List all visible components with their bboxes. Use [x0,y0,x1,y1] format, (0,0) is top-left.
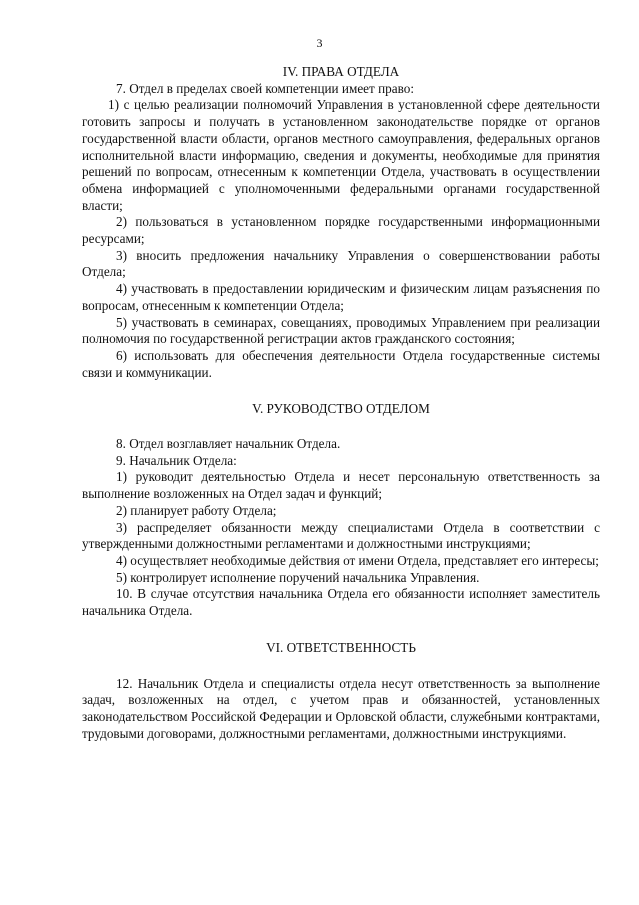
section-heading-management: V. РУКОВОДСТВО ОТДЕЛОМ [252,401,430,417]
paragraph: 3) распределяет обязанности между специалистами Отдела в соответствии с утвержденными должностными регламентами и должностными инструкциями; [82,519,600,552]
paragraph: 10. В случае отсутствия начальника Отдела его обязанности исполняет заместитель начальника Отдела. [82,586,600,619]
page-number: 3 [316,36,323,50]
section-heading-responsibility: VI. ОТВЕТСТВЕННОСТЬ [266,639,416,655]
paragraph: 3) вносить предложения начальнику Управления о совершенствовании работы Отдела; [82,247,600,280]
paragraph: 6) использовать для обеспечения деятельности Отдела государственные системы связи и коммуникации. [82,347,600,380]
paragraph: 2) пользоваться в установленном порядке государственными информационными ресурсами; [82,214,600,247]
paragraph: 1) с целью реализации полномочий Управления в установленной сфере деятельности готовить запросы и получать в установленном законодательстве порядке от органов государственной власти области, органов местного самоуправления, федеральных органов исполнительной власти информацию, сведения и документы, необходимые для принятия решений по вопросам, отнесенным к компетенции Отдела, участвовать в осуществлении обмена информацией с уполномоченными федеральными органами государственной власти; [82,97,600,213]
paragraph: 9. Начальник Отдела: [116,452,237,468]
paragraph: 2) планирует работу Отдела; [116,502,277,518]
paragraph: 1) руководит деятельностью Отдела и несет персональную ответственность за выполнение возложенных на Отдел задач и функций; [82,469,600,502]
document-body [82,60,600,742]
paragraph: 5) контролирует исполнение поручений начальника Управления. [116,569,480,585]
paragraph: 12. Начальник Отдела и специалисты отдела несут ответственность за выполнение задач, возложенных на отдел, с учетом прав и обязанностей, установленных законодательством Российской Федерации и Орловской области, служебными контрактами, трудовыми договорами, должностными регламентами, должностными инструкциями. [82,675,600,741]
paragraph: 4) участвовать в предоставлении юридическим и физическим лицам разъяснения по вопросам, отнесенным к компетенции Отдела; [82,281,600,313]
paragraph: 5) участвовать в семинарах, совещаниях, проводимых Управлением при реализации полномочия по государственной регистрации актов гражданского состояния; [82,314,600,347]
section-heading-rights: IV. ПРАВА ОТДЕЛА [282,64,400,79]
paragraph: 4) осуществляет необходимые действия от имени Отдела, представляет его интересы; [116,552,599,568]
paragraph: 7. Отдел в пределах своей компетенции имеет право: [116,80,414,96]
paragraph: 8. Отдел возглавляет начальник Отдела. [116,436,341,452]
